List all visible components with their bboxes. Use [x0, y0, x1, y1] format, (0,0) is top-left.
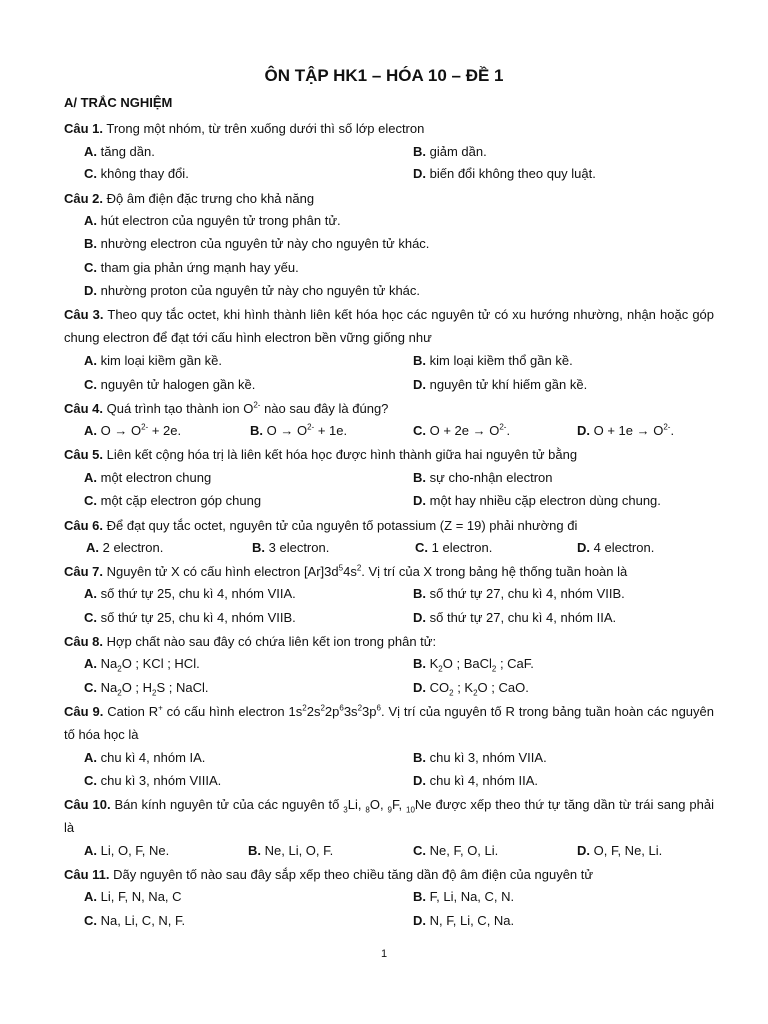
q7-option-d: D. số thứ tự 27, chu kì 4, nhóm IIA. [413, 610, 617, 625]
q1-option-a: A. tăng dần. [84, 144, 155, 159]
q2-option-b: B. nhường electron của nguyên tử này cho nguyên tử khác. [84, 236, 430, 251]
q3-option-a: A. kim loại kiềm gần kề. [84, 353, 223, 368]
q8-option-b: B. $K_2O$ ; BaCl$_2$ ; CaF. [413, 656, 534, 674]
q4-option-b: B. $O \to O^{2-} + 1e$. [250, 422, 348, 438]
question-7: Câu 7. Nguyên tử X có cấu hình electron $[Ar]3d^54s^2$. Vị trí của X trong bảng hệ thống tuần hoàn là [64, 563, 628, 579]
page-number: 1 [380, 948, 388, 960]
question-10: Câu 10. Bán kính nguyên tử của các nguyên tố $_3$Li, $_8$O, $_9$F, $_{10}$Ne được xếp theo thứ tự tăng dần từ trái sang phải là [64, 797, 714, 836]
q2-option-d: D. nhường proton của nguyên tử này cho nguyên tử khác. [84, 283, 421, 298]
q11-option-a: A. Li, F, N, Na, C [84, 889, 182, 904]
question-5: Câu 5. Liên kết cộng hóa trị là liên kết hóa học được hình thành giữa hai nguyên tử bằng [64, 447, 578, 462]
q9-option-a: A. chu kì 4, nhóm IA. [84, 750, 206, 765]
q7-option-b: B. số thứ tự 27, chu kì 4, nhóm VIIB. [413, 586, 625, 601]
page-title: ÔN TẬP HK1 – HÓA 10 – ĐỀ 1 [264, 66, 504, 85]
q7-option-c: C. số thứ tự 25, chu kì 4, nhóm VIIB. [84, 610, 296, 625]
q9-option-c: C. chu kì 3, nhóm VIIIA. [84, 773, 222, 788]
q3-option-c: C. nguyên tử halogen gần kề. [84, 377, 256, 392]
q3-option-b: B. kim loại kiềm thổ gần kề. [413, 353, 573, 368]
q6-option-b: B. 3 electron. [252, 540, 330, 555]
question-9: Câu 9. Cation R+ có cấu hình electron $1s^22s^22p^63s^23p^6$. Vị trí của nguyên tố R trong bảng tuần hoàn các nguyên tố hóa học là [64, 703, 715, 743]
q9-option-b: B. chu kì 3, nhóm VIIA. [413, 750, 547, 765]
q2-option-a: A. hút electron của nguyên tử trong phân tử. [84, 213, 341, 228]
q1-option-d: D. biến đổi không theo quy luật. [413, 166, 596, 181]
q6-option-d: D. 4 electron. [577, 540, 655, 555]
q5-option-a: A. một electron chung [84, 470, 212, 485]
q5-option-d: D. một hay nhiều cặp electron dùng chung. [413, 493, 661, 508]
q10-option-a: A. Li, O, F, Ne. [84, 843, 170, 858]
q11-option-d: D. N, F, Li, C, Na. [413, 913, 515, 928]
q5-option-b: B. sự cho-nhận electron [413, 470, 553, 485]
question-1: Câu 1. Trong một nhóm, từ trên xuống dưới thì số lớp electron [64, 121, 425, 136]
question-3: Câu 3. Theo quy tắc octet, khi hình thành liên kết hóa học các nguyên tử có xu hướng nhường, nhận hoặc góp chung electron để đạt tới cấu hình electron bền vững giống như [64, 307, 715, 346]
q10-option-c: C. Ne, F, O, Li. [413, 843, 499, 858]
q6-option-c: C. 1 electron. [415, 540, 493, 555]
q1-option-b: B. giảm dần. [413, 144, 487, 159]
q7-option-a: A. số thứ tự 25, chu kì 4, nhóm VIIA. [84, 586, 296, 601]
question-2: Câu 2. Độ âm điện đặc trưng cho khả năng [64, 191, 315, 206]
q2-option-c: C. tham gia phản ứng mạnh hay yếu. [84, 260, 299, 275]
q3-option-d: D. nguyên tử khí hiếm gần kề. [413, 377, 588, 392]
q10-option-b: B. Ne, Li, O, F. [248, 843, 334, 858]
question-6: Câu 6. Để đạt quy tắc octet, nguyên tử của nguyên tố potassium (Z = 19) phải nhường đi [64, 518, 578, 533]
q4-option-d: D. $O + 1e \to O^{2-}$. [577, 422, 675, 438]
q8-option-c: C. $Na_2O$ ; $H_2S$ ; NaCl. [84, 680, 209, 698]
question-11: Câu 11. Dãy nguyên tố nào sau đây sắp xếp theo chiều tăng dần độ âm điện của nguyên tử [64, 867, 594, 882]
q4-option-a: A. $O \to O^{2-} + 2e$. [84, 422, 182, 438]
q10-option-d: D. O, F, Ne, Li. [577, 843, 663, 858]
q8-option-a: A. $Na_2O$ ; KCl ; HCl. [84, 656, 200, 674]
q1-option-c: C. không thay đổi. [84, 166, 189, 181]
q8-option-d: D. $CO_2$ ; $K_2O$ ; CaO. [413, 680, 529, 698]
question-8: Câu 8. Hợp chất nào sau đây có chứa liên kết ion trong phân tử: [64, 634, 437, 649]
q11-option-b: B. F, Li, Na, C, N. [413, 889, 515, 904]
question-4: Câu 4. Quá trình tạo thành ion $O^{2-}$ nào sau đây là đúng? [64, 400, 389, 416]
q11-option-c: C. Na, Li, C, N, F. [84, 913, 186, 928]
section-heading: A/ TRẮC NGHIỆM [64, 95, 173, 110]
q6-option-a: A. 2 electron. [86, 540, 164, 555]
q5-option-c: C. một cặp electron góp chung [84, 493, 262, 508]
q4-option-c: C. $O + 2e \to O^{2-}$. [413, 422, 511, 438]
q9-option-d: D. chu kì 4, nhóm IIA. [413, 773, 539, 788]
